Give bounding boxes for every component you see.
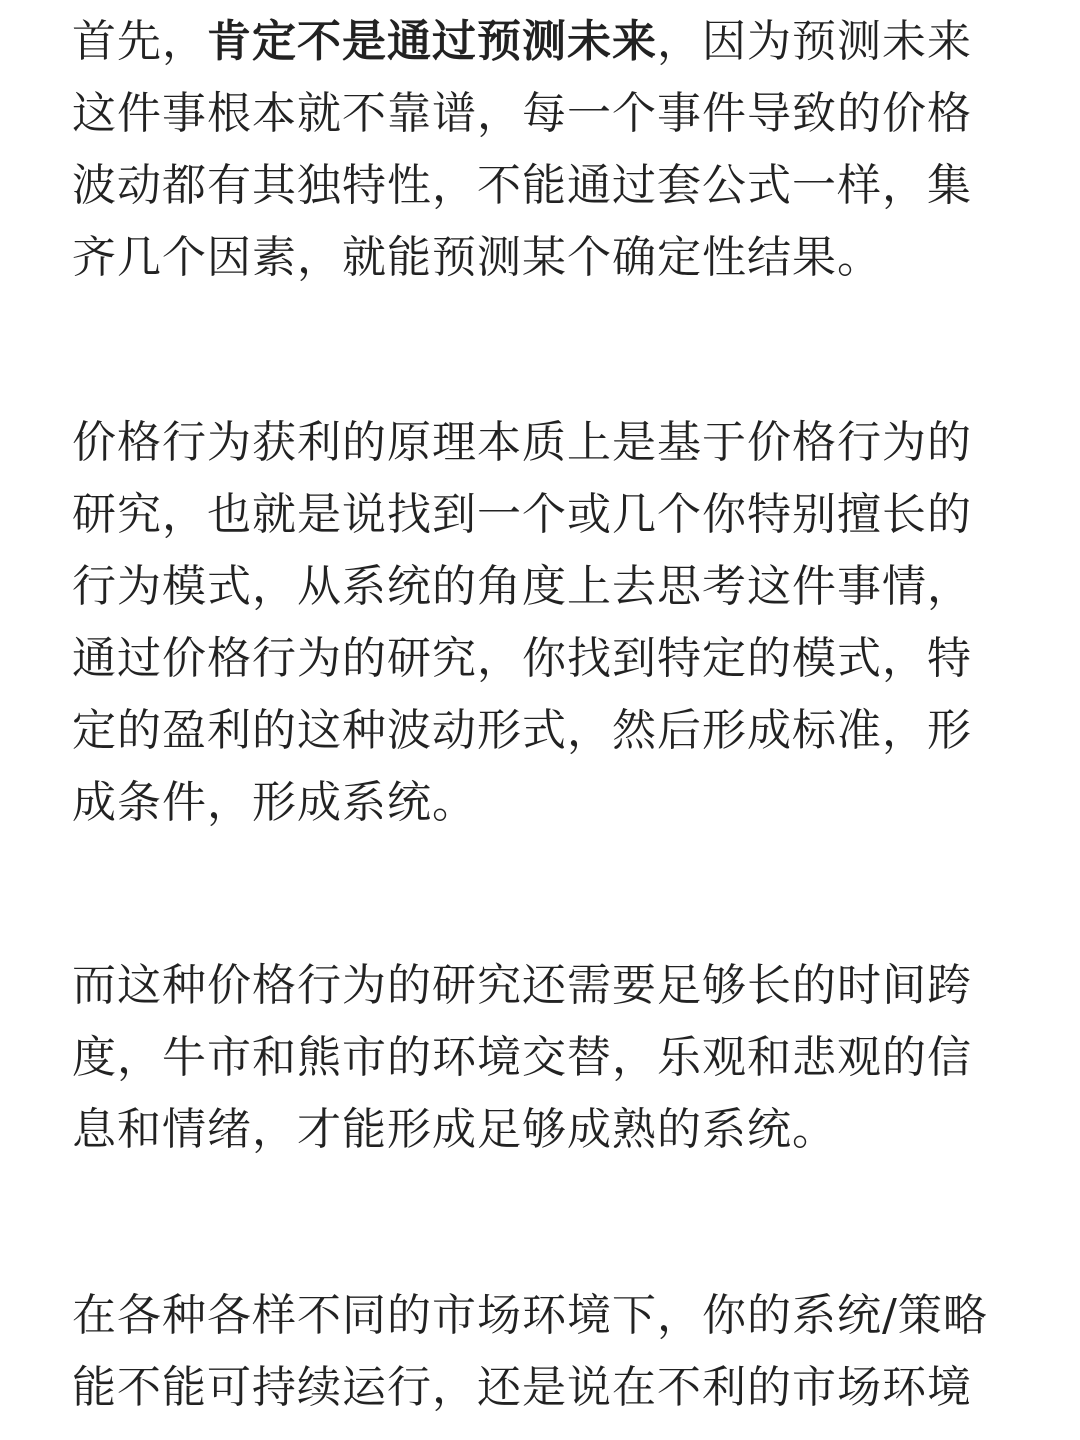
text-line: 能不能可持续运行，还是说在不利的市场环境 [72, 1362, 972, 1413]
text-line: 度，牛市和熊市的环境交替，乐观和悲观的信 [72, 1032, 972, 1083]
bold-emphasis: 肯定不是通过预测未来 [207, 16, 657, 67]
text-line: 价格行为获利的原理本质上是基于价格行为的 [72, 417, 972, 468]
paragraph-1 [72, 6, 982, 294]
text-line: 在各种各样不同的市场环境下，你的系统/策略 [72, 1290, 988, 1341]
text-line: 这件事根本就不靠谱，每一个事件导致的价格 [72, 88, 972, 139]
text-line: 研究，也就是说找到一个或几个你特别擅长的 [72, 489, 972, 540]
text-line: 而这种价格行为的研究还需要足够长的时间跨 [72, 960, 972, 1011]
paragraph-3 [72, 950, 982, 1166]
text-line: 定的盈利的这种波动形式，然后形成标准，形 [72, 705, 972, 756]
text-line: 成条件，形成系统。 [72, 777, 477, 828]
text-line: 通过价格行为的研究，你找到特定的模式，特 [72, 633, 972, 684]
text-segment: ，因为预测未来 [657, 16, 972, 67]
text-line [72, 6, 982, 78]
text-line: 息和情绪，才能形成足够成熟的系统。 [72, 1104, 837, 1155]
paragraph-4 [72, 1280, 988, 1424]
text-segment: 首先， [72, 16, 207, 67]
text-line: 行为模式，从系统的角度上去思考这件事情， [72, 561, 972, 612]
text-line: 齐几个因素，就能预测某个确定性结果。 [72, 232, 882, 283]
text-line: 波动都有其独特性，不能通过套公式一样，集 [72, 160, 972, 211]
paragraph-2 [72, 407, 982, 839]
